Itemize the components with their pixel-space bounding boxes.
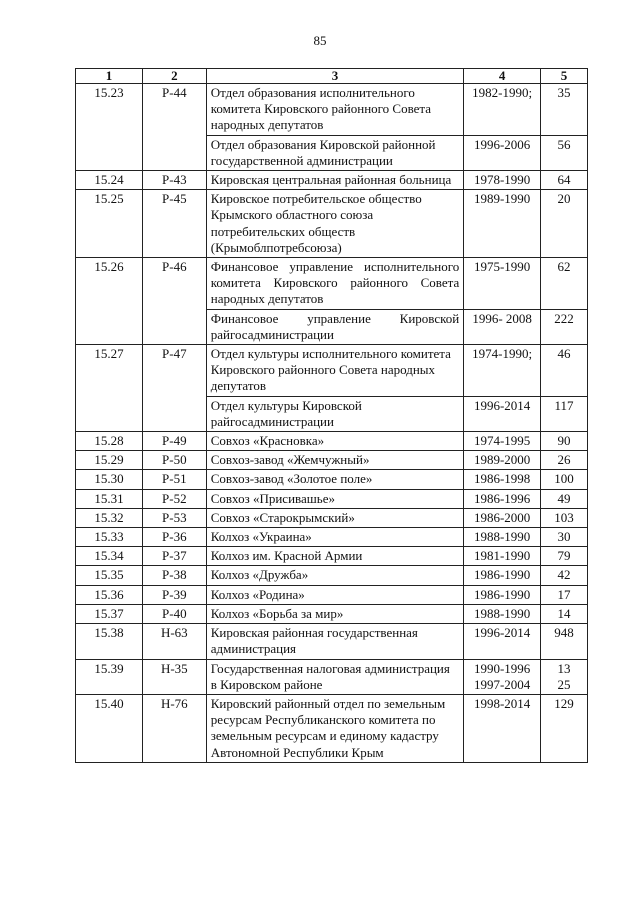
- row-number: 15.27: [76, 345, 143, 432]
- fund-years-line: 1997-2004: [473, 676, 531, 692]
- fund-code: Р-40: [142, 604, 206, 623]
- table-row: [76, 258, 588, 310]
- row-number: 15.35: [76, 566, 143, 585]
- fund-name: Совхоз «Присивашье»: [206, 489, 463, 508]
- row-number: 15.37: [76, 604, 143, 623]
- fund-years: 1989-1990: [464, 190, 541, 258]
- row-number: 15.29: [76, 451, 143, 470]
- table-row: [76, 694, 588, 762]
- fund-code: Р-38: [142, 566, 206, 585]
- fund-count: 56: [541, 135, 588, 170]
- fund-years-line: 1990-1996: [473, 660, 531, 676]
- fund-code: Р-44: [142, 84, 206, 171]
- fund-code: Р-53: [142, 508, 206, 527]
- table-row: [76, 624, 588, 659]
- fund-count: 26: [541, 451, 588, 470]
- table-body: [76, 84, 588, 763]
- fund-name: Государственная налоговая администрация в Кировском районе: [206, 659, 463, 694]
- fund-years: 1975-1990: [464, 258, 541, 310]
- fund-years: 1982-1990;: [464, 84, 541, 136]
- fund-years: 1988-1990: [464, 604, 541, 623]
- fund-years: 1989-2000: [464, 451, 541, 470]
- fund-years: 1996-2014: [464, 624, 541, 659]
- fund-count: 117: [541, 396, 588, 431]
- row-number: 15.24: [76, 171, 143, 190]
- fund-years: 1978-1990: [464, 171, 541, 190]
- fund-count: 20: [541, 190, 588, 258]
- fund-code: Р-45: [142, 190, 206, 258]
- table-row: [76, 84, 588, 136]
- table-row: [76, 171, 588, 190]
- header-col-1: 1: [76, 69, 143, 84]
- fund-name: Колхоз им. Красной Армии: [206, 547, 463, 566]
- fund-years: 1986-2000: [464, 508, 541, 527]
- fund-code: Н-35: [142, 659, 206, 694]
- table-row: [76, 508, 588, 527]
- table-row: [76, 345, 588, 397]
- fund-name: Финансовое управление исполнительного комитета Кировского районного Совета народных депутатов: [206, 258, 463, 310]
- fund-count: 49: [541, 489, 588, 508]
- fund-count: 90: [541, 432, 588, 451]
- fund-years: 1996-2014: [464, 396, 541, 431]
- row-number: 15.31: [76, 489, 143, 508]
- fund-name: Совхоз «Красновка»: [206, 432, 463, 451]
- registry-table: [75, 68, 588, 763]
- row-number: 15.40: [76, 694, 143, 762]
- row-number: 15.36: [76, 585, 143, 604]
- table-row: [76, 470, 588, 489]
- fund-count: 100: [541, 470, 588, 489]
- fund-name: Колхоз «Борьба за мир»: [206, 604, 463, 623]
- fund-count: 14: [541, 604, 588, 623]
- fund-name: Совхоз «Старокрымский»: [206, 508, 463, 527]
- row-number: 15.33: [76, 528, 143, 547]
- fund-count: 79: [541, 547, 588, 566]
- fund-name: Колхоз «Дружба»: [206, 566, 463, 585]
- row-number: 15.28: [76, 432, 143, 451]
- fund-count: 62: [541, 258, 588, 310]
- fund-name: Кировская центральная районная больница: [206, 171, 463, 190]
- fund-count: [541, 659, 588, 694]
- fund-code: Р-43: [142, 171, 206, 190]
- table-row: [76, 432, 588, 451]
- fund-code: Р-36: [142, 528, 206, 547]
- row-number: 15.38: [76, 624, 143, 659]
- fund-name: Отдел культуры Кировской райгосадминистрации: [206, 396, 463, 431]
- fund-code: Р-52: [142, 489, 206, 508]
- table-row: [76, 659, 588, 694]
- fund-years: 1986-1996: [464, 489, 541, 508]
- header-col-2: 2: [142, 69, 206, 84]
- table-row: [76, 489, 588, 508]
- fund-count-line: 13: [557, 660, 571, 676]
- fund-name: Совхоз-завод «Золотое поле»: [206, 470, 463, 489]
- fund-years: 1986-1990: [464, 566, 541, 585]
- fund-years: 1998-2014: [464, 694, 541, 762]
- fund-name: Колхоз «Родина»: [206, 585, 463, 604]
- fund-years: [464, 659, 541, 694]
- page-number: 85: [313, 33, 327, 48]
- fund-name: Кировская районная государственная администрация: [206, 624, 463, 659]
- fund-name: Отдел образования Кировской районной государственной администрации: [206, 135, 463, 170]
- fund-name: Колхоз «Украина»: [206, 528, 463, 547]
- fund-count: 103: [541, 508, 588, 527]
- table-row: [76, 547, 588, 566]
- fund-code: Н-76: [142, 694, 206, 762]
- fund-count: 948: [541, 624, 588, 659]
- fund-name: Финансовое управление Кировской райгосадминистрации: [206, 309, 463, 344]
- fund-code: Р-49: [142, 432, 206, 451]
- fund-years: 1981-1990: [464, 547, 541, 566]
- fund-years: 1996- 2008: [464, 309, 541, 344]
- table-row: [76, 451, 588, 470]
- table-row: [76, 585, 588, 604]
- table-row: [76, 604, 588, 623]
- row-number: 15.25: [76, 190, 143, 258]
- fund-code: Р-39: [142, 585, 206, 604]
- fund-name: Совхоз-завод «Жемчужный»: [206, 451, 463, 470]
- fund-code: Р-37: [142, 547, 206, 566]
- fund-count: 42: [541, 566, 588, 585]
- row-number: 15.23: [76, 84, 143, 171]
- fund-years: 1986-1998: [464, 470, 541, 489]
- fund-name: Кировский районный отдел по земельным ресурсам Республиканского комитета по земельным ресурсам и единому кадастру Автономной Республики Крым: [206, 694, 463, 762]
- header-col-5: 5: [541, 69, 588, 84]
- fund-code: Р-46: [142, 258, 206, 345]
- fund-years: 1988-1990: [464, 528, 541, 547]
- table-row: [76, 566, 588, 585]
- fund-count: 30: [541, 528, 588, 547]
- fund-count: 64: [541, 171, 588, 190]
- header-col-3: 3: [206, 69, 463, 84]
- fund-code: Н-63: [142, 624, 206, 659]
- fund-years: 1986-1990: [464, 585, 541, 604]
- fund-count: 46: [541, 345, 588, 397]
- row-number: 15.30: [76, 470, 143, 489]
- fund-name: Отдел образования исполнительного комитета Кировского районного Совета народных депутатов: [206, 84, 463, 136]
- fund-count: 35: [541, 84, 588, 136]
- fund-count-line: 25: [557, 676, 571, 692]
- table-row: [76, 528, 588, 547]
- row-number: 15.39: [76, 659, 143, 694]
- fund-years: 1996-2006: [464, 135, 541, 170]
- table-row: [76, 190, 588, 258]
- fund-count: 17: [541, 585, 588, 604]
- fund-count: 222: [541, 309, 588, 344]
- header-col-4: 4: [464, 69, 541, 84]
- row-number: 15.32: [76, 508, 143, 527]
- header-row: [76, 69, 588, 84]
- table-header: [76, 69, 588, 84]
- fund-code: Р-47: [142, 345, 206, 432]
- fund-code: Р-51: [142, 470, 206, 489]
- fund-years: 1974-1995: [464, 432, 541, 451]
- fund-count: 129: [541, 694, 588, 762]
- fund-name: Отдел культуры исполнительного комитета Кировского районного Совета народных депутатов: [206, 345, 463, 397]
- fund-years: 1974-1990;: [464, 345, 541, 397]
- row-number: 15.26: [76, 258, 143, 345]
- fund-code: Р-50: [142, 451, 206, 470]
- row-number: 15.34: [76, 547, 143, 566]
- fund-name: Кировское потребительское общество Крымского областного союза потребительских обществ (Крымоблпотребсоюза): [206, 190, 463, 258]
